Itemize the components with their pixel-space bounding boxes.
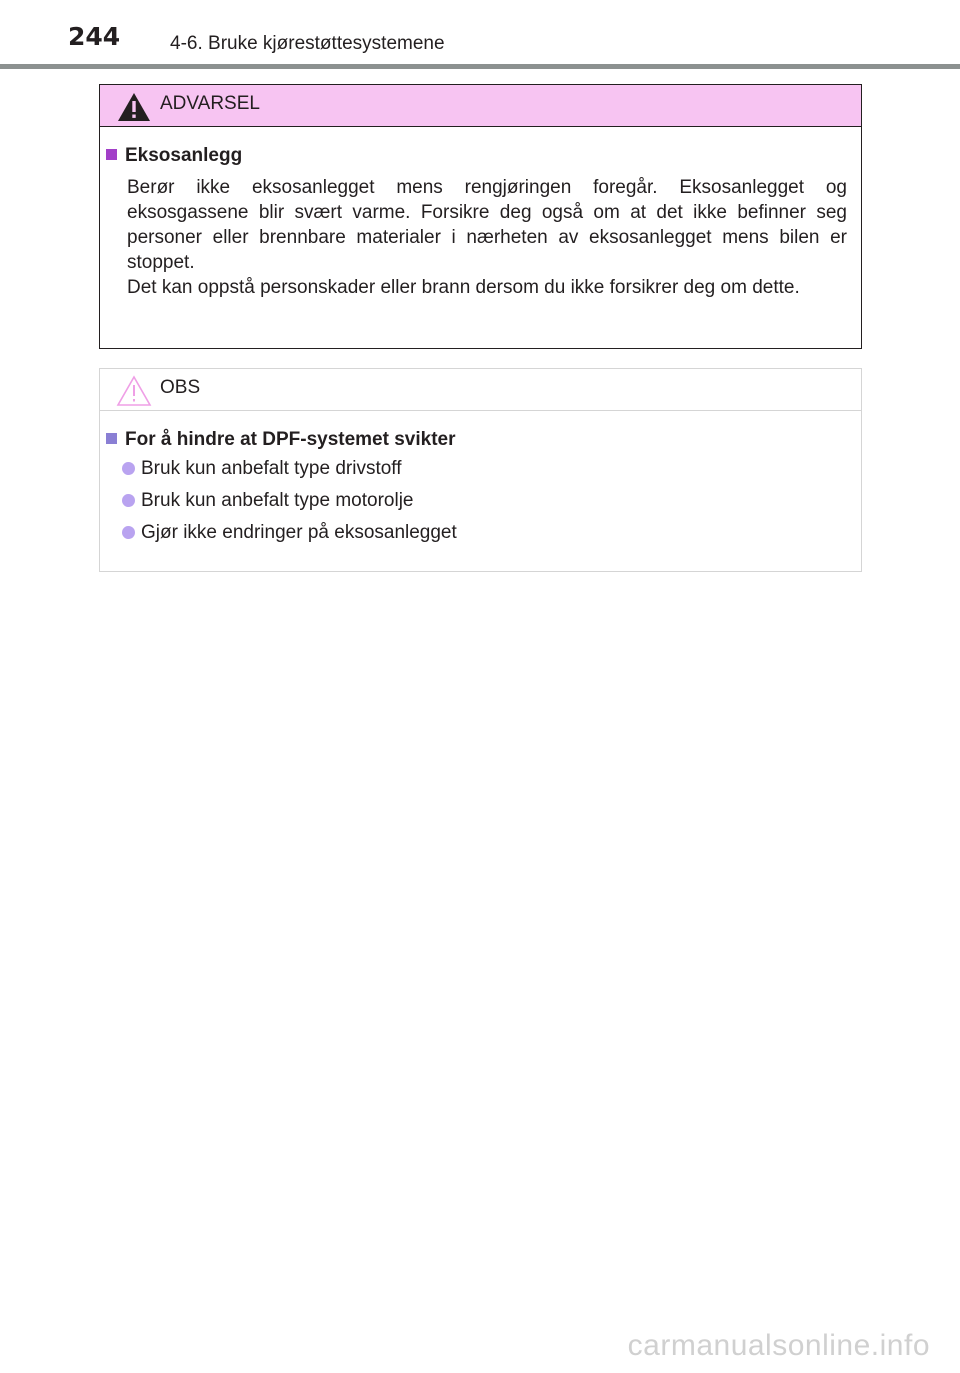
square-bullet-icon: [106, 149, 117, 160]
warning-triangle-icon: [116, 91, 152, 123]
warning-box-header: [100, 85, 861, 127]
warning-heading: [106, 145, 242, 167]
section-title: 4-6. Bruke kjørestøttesystemene: [170, 33, 445, 54]
warning-heading-text: Eksosanlegg: [125, 145, 243, 166]
warning-paragraph: Berør ikke eksosanlegget mens rengjøringen foregår. Eksosanlegget og eksosgassene blir svært varme. Forsikre deg også om at det ikke befinner seg personer eller brennbare materialer i nærheten av eksosanlegget mens bilen er stoppet.: [127, 177, 847, 273]
list-item: [122, 489, 457, 521]
notice-heading: [106, 429, 456, 451]
notice-heading-text: For å hindre at DPF-systemet svikter: [125, 429, 456, 450]
list-item-text: Bruk kun anbefalt type drivstoff: [141, 458, 402, 479]
list-item-text: Gjør ikke endringer på eksosanlegget: [141, 522, 457, 543]
watermark: carmanualsonline.info: [627, 1329, 930, 1362]
bullet-dot-icon: [122, 462, 135, 475]
list-item: [122, 457, 457, 489]
warning-label: ADVARSEL: [160, 93, 260, 114]
list-item-text: Bruk kun anbefalt type motorolje: [141, 490, 414, 511]
page-header: [0, 0, 960, 70]
square-bullet-icon: [106, 433, 117, 444]
header-rule: [0, 64, 960, 69]
page-number: 244: [68, 22, 121, 51]
bullet-dot-icon: [122, 494, 135, 507]
warning-paragraph: Det kan oppstå personskader eller brann dersom du ikke forsikrer deg om dette.: [127, 277, 800, 298]
notice-box: [99, 368, 862, 572]
caution-triangle-outline-icon: [116, 375, 152, 407]
notice-label: OBS: [160, 377, 201, 398]
bullet-dot-icon: [122, 526, 135, 539]
notice-box-header: [100, 369, 861, 411]
notice-list: [122, 457, 457, 553]
warning-box: [99, 84, 862, 349]
list-item: [122, 521, 457, 553]
